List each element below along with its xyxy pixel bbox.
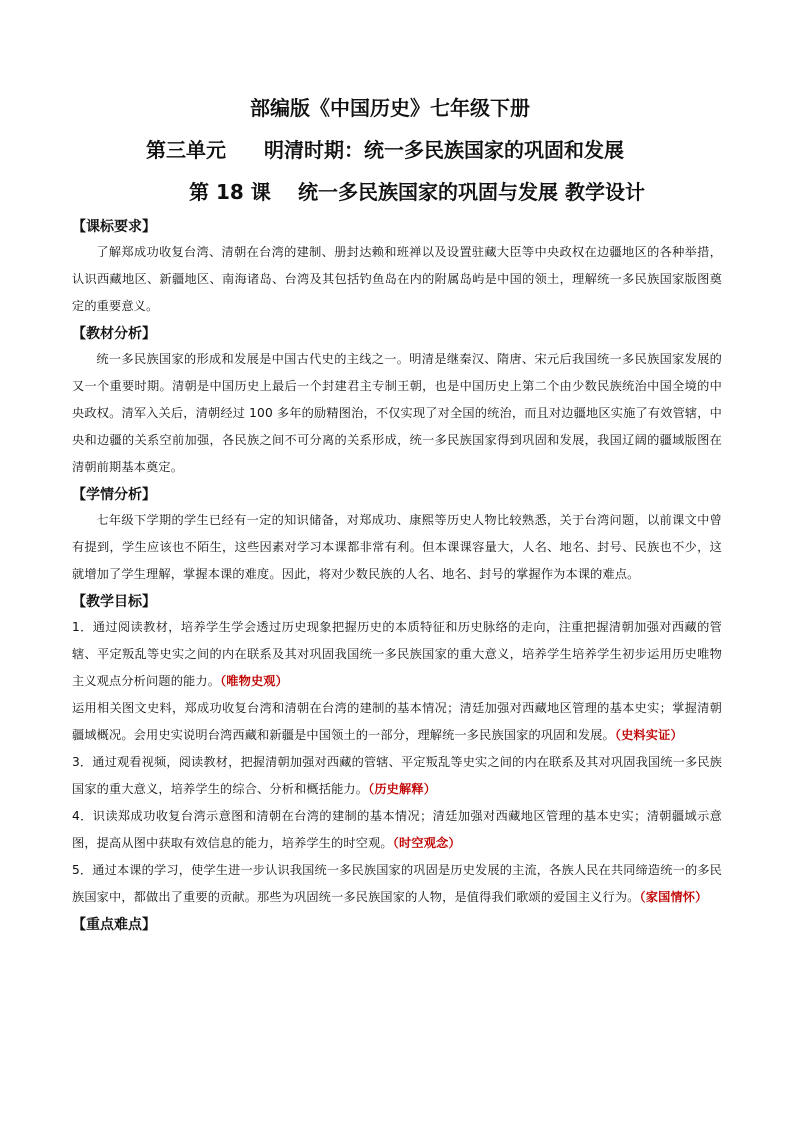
- goal-tag: （家国情怀）: [639, 890, 708, 904]
- section-goals: [72, 590, 722, 911]
- goal-tag: （唯物史观）: [220, 674, 288, 688]
- section-curriculum: [72, 215, 722, 320]
- section-heading: 【重点难点】: [72, 917, 156, 933]
- section-heading: 【学情分析】: [72, 487, 156, 503]
- goal-item: [72, 803, 722, 857]
- unit-number: 第三单元: [146, 138, 226, 162]
- lesson-number: 第 18 课: [189, 180, 271, 204]
- book-title: 部编版《中国历史》七年级下册: [250, 96, 530, 120]
- section-textbook: [72, 322, 722, 481]
- goal-item: [72, 695, 722, 749]
- goal-text: 运用相关图文史料，郑成功收复台湾和清朝在台湾的建制的基本情况；清廷加强对西藏地区管理的基本史实；掌握清朝疆域概况。会用史实说明台湾西藏和新疆是中国领土的一部分，理解统一多民族国家的巩固和发展。: [72, 701, 722, 742]
- goal-tag: （史料实证）: [614, 728, 683, 742]
- goal-text: 5．通过本课的学习，使学生进一步认识我国统一多民族国家的巩固是历史发展的主流，各族人民在共同缔造统一的多民族国家中，都做出了重要的贡献。那些为巩固统一多民族国家的人物，是值得我们歌颂的爱国主义行为。: [72, 863, 722, 904]
- goal-text: 1．通过阅读教材，培养学生学会透过历史现象把握历史的本质特征和历史脉络的走向，注重把握清朝加强对西藏的管辖、平定叛乱等史实之间的内在联系及其对巩固我国统一多民族国家的重大意义，培养学生培养学生初步运用历史唯物主义观点分析问题的能力。: [72, 620, 722, 688]
- goal-text: 4．识读郑成功收复台湾示意图和清朝在台湾的建制的基本情况；清廷加强对西藏地区管理的基本史实；清朝疆域示意图，提高从图中获取有效信息的能力，培养学生的时空观。: [72, 809, 722, 850]
- document-body: [72, 215, 722, 939]
- section-paragraph: 了解郑成功收复台湾、清朝在台湾的建制、册封达赖和班禅以及设置驻藏大臣等中央政权在边疆地区的各种举措，认识西藏地区、新疆地区、南海诸岛、台湾及其包括钓鱼岛在内的附属岛屿是中国的领土，理解统一多民族国家版图奠定的重要意义。: [72, 245, 722, 313]
- goal-item: [72, 857, 722, 911]
- section-paragraph: 统一多民族国家的形成和发展是中国古代史的主线之一。明清是继秦汉、隋唐、宋元后我国统一多民族国家发展的又一个重要时期。清朝是中国历史上最后一个封建君主专制王朝，也是中国历史上第二个由少数民族统治中国全境的中央政权。清军入关后，清朝经过 100 多年的励精图治，不仅实现了对全国的统治，而且对边疆地区实施了有效管辖，中央和边疆的关系空前加强，各民族之间不可分离的关系形成，统一多民族国家得到巩固和发展，我国辽阔的疆域版图在清朝前期基本奠定。: [72, 352, 722, 474]
- section-heading: 【教学目标】: [72, 594, 156, 610]
- goal-item: [72, 749, 722, 803]
- goal-item: [72, 614, 722, 695]
- section-paragraph: 七年级下学期的学生已经有一定的知识储备，对郑成功、康熙等历史人物比较熟悉，关于台湾问题，以前课文中曾有提到，学生应该也不陌生，这些因素对学习本课都非常有利。但本课课容量大，人名、地名、封号、民族也不少，这就增加了学生理解，掌握本课的难度。因此，将对少数民族的人名、地名、封号的掌握作为本课的难点。: [72, 513, 722, 581]
- section-heading: 【课标要求】: [72, 219, 156, 235]
- goal-tag: （历史解释）: [368, 782, 437, 796]
- section-keypoints: [72, 913, 722, 937]
- section-students: [72, 483, 722, 588]
- unit-title: 明清时期：统一多民族国家的巩固和发展: [264, 138, 624, 162]
- lesson-title: 统一多民族国家的巩固与发展 教学设计: [298, 180, 645, 204]
- section-heading: 【教材分析】: [72, 326, 156, 342]
- goal-text: 3．通过观看视频，阅读教材，把握清朝加强对西藏的管辖、平定叛乱等史实之间的内在联系及其对巩固我国统一多民族国家的重大意义，培养学生的综合、分析和概括能力。: [72, 755, 722, 796]
- goal-tag: （时空观念）: [392, 836, 461, 850]
